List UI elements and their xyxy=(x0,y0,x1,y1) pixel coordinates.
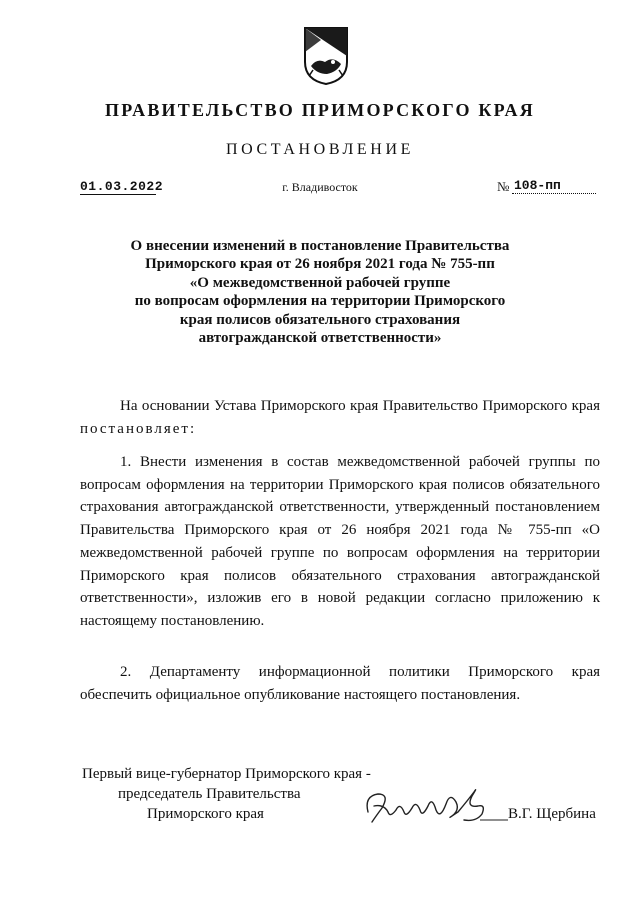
number-underline xyxy=(512,193,596,194)
document-type: ПОСТАНОВЛЕНИЕ xyxy=(226,141,414,158)
subject-line: края полисов обязательного страхования xyxy=(179,311,461,328)
document-number: 108-пп xyxy=(514,178,561,193)
clause-1-paragraph: 1. Внести изменения в состав межведомственной рабочей группы по вопросам оформления на территории Приморского края полисов обязательного страхования автогражданской ответственности, утвержденный постановлением Правительства Приморского края от 26 ноября 2021 года № 755-пп «О межведомственной рабочей группе по вопросам оформления на территории Приморского края полисов обязательного страхования автогражданской ответственности», изложив его в новой редакции согласно приложению к настоящему постановлению. xyxy=(80,454,600,629)
signer-name: В.Г. Щербина xyxy=(508,806,596,822)
coat-of-arms-icon xyxy=(303,26,349,86)
preamble-paragraph xyxy=(80,395,600,440)
organization-title: ПРАВИТЕЛЬСТВО ПРИМОРСКОГО КРАЯ xyxy=(105,100,535,120)
subject-line: автогражданской ответственности» xyxy=(198,330,442,347)
clause-2-paragraph: 2. Департаменту информационной политики Приморского края обеспечить официальное опубликование настоящего постановления. xyxy=(80,664,600,703)
subject-line: «О межведомственной рабочей группе xyxy=(189,274,451,291)
signatory-title-line-1: Первый вице-губернатор Приморского края - xyxy=(82,766,371,782)
subject-line: О внесении изменений в постановление Правительства xyxy=(130,238,510,254)
preamble-text: На основании Устава Приморского края Правительство Приморского края xyxy=(120,398,600,414)
handwritten-signature-icon xyxy=(360,782,510,832)
number-sign: № xyxy=(497,179,510,194)
subject-line: Приморского края от 26 ноября 2021 года № 755-пп xyxy=(145,256,495,273)
document-subject xyxy=(100,237,540,347)
document-city: г. Владивосток xyxy=(282,180,358,194)
signatory-title-line-3: Приморского края xyxy=(147,806,264,822)
document-date: 01.03.2022 xyxy=(80,179,164,194)
signatory-title-line-2: председатель Правительства xyxy=(118,786,301,802)
subject-line: по вопросам оформления на территории Приморского xyxy=(134,293,506,310)
resolves-word: постановляет: xyxy=(80,420,197,437)
